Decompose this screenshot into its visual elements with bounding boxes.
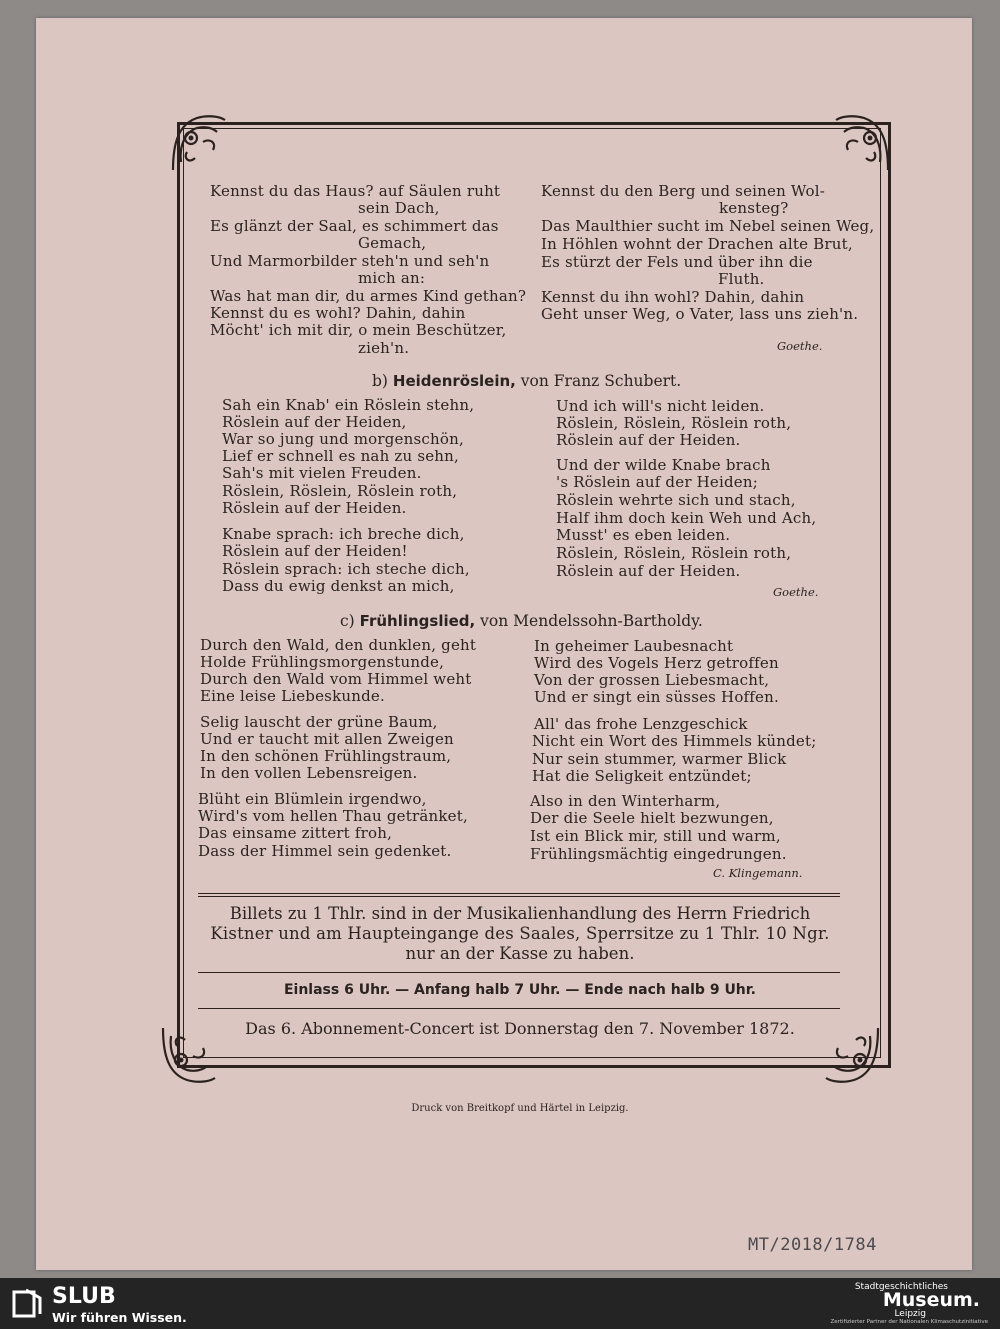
ticket-info-line: Kistner und am Haupteingange des Saales, Sperrsitze zu 1 Thlr. 10 Ngr. xyxy=(210,924,830,943)
poem-line: Röslein auf der Heiden. xyxy=(556,562,741,580)
poem-line: Geht unser Weg, o Vater, lass uns zieh'n. xyxy=(541,305,859,323)
divider xyxy=(198,972,840,973)
poem-line: Röslein auf der Heiden! xyxy=(222,542,408,560)
poem-line: zieh'n. xyxy=(358,339,410,357)
poem-line: Das Maulthier sucht im Nebel seinen Weg, xyxy=(541,217,875,235)
corner-ornament-icon xyxy=(167,112,229,174)
poem-line: Holde Frühlingsmorgenstunde, xyxy=(200,653,445,671)
ticket-info xyxy=(190,904,850,964)
song-title: Frühlingslied, xyxy=(359,612,476,630)
footer-bar xyxy=(0,1278,1000,1329)
poem-line: Ist ein Blick mir, still und warm, xyxy=(530,827,781,845)
poem-line: Dass du ewig denkst an mich, xyxy=(222,577,455,595)
poem-line: Dass der Himmel sein gedenket. xyxy=(198,842,452,860)
poem-line: Möcht' ich mit dir, o mein Beschützer, xyxy=(210,321,507,339)
section-label: b) xyxy=(372,372,388,390)
poem-author: Goethe. xyxy=(777,339,823,353)
poem-line: Frühlingsmächtig eingedrungen. xyxy=(530,845,787,863)
section-heading-b xyxy=(372,372,681,390)
section-label: c) xyxy=(340,612,355,630)
poem-line: Half ihm doch kein Weh und Ach, xyxy=(556,509,817,527)
poem-line: War so jung und morgenschön, xyxy=(222,430,464,448)
admission-times: Einlass 6 Uhr. — Anfang halb 7 Uhr. — Ende nach halb 9 Uhr. xyxy=(283,982,757,998)
poem-line: Röslein auf der Heiden, xyxy=(222,413,407,431)
song-title: Heidenröslein, xyxy=(392,372,516,390)
section-heading-c xyxy=(340,612,703,630)
corner-ornament-icon xyxy=(832,112,894,174)
poem-line: Fluth. xyxy=(718,270,765,288)
poem-line: Und er taucht mit allen Zweigen xyxy=(200,730,454,748)
poem-line: Röslein, Röslein, Röslein roth, xyxy=(556,414,792,432)
poem-line: Durch den Wald vom Himmel weht xyxy=(200,670,472,688)
poem-line: Und ich will's nicht leiden. xyxy=(556,397,765,415)
poem-line: Röslein wehrte sich und stach, xyxy=(556,491,796,509)
poem-line: Der die Seele hielt bezwungen, xyxy=(530,809,774,827)
poem-line: Röslein auf der Heiden. xyxy=(222,499,407,517)
poem-author: C. Klingemann. xyxy=(713,866,803,880)
slub-name: SLUB xyxy=(52,1284,116,1309)
poem-line: Gemach, xyxy=(358,234,427,252)
poem-line: Selig lauscht der grüne Baum, xyxy=(200,713,438,731)
divider xyxy=(198,1008,840,1009)
ticket-info-line: Billets zu 1 Thlr. sind in der Musikalienhandlung des Herrn Friedrich xyxy=(229,904,811,923)
poem-line: Röslein, Röslein, Röslein roth, xyxy=(222,482,458,500)
divider xyxy=(198,896,840,897)
poem-line: Röslein auf der Heiden. xyxy=(556,431,741,449)
poem-line: In den schönen Frühlingstraum, xyxy=(200,747,452,765)
poem-line: Musst' es eben leiden. xyxy=(556,526,731,544)
poem-line: Das einsame zittert froh, xyxy=(198,824,393,842)
poem-line: kensteg? xyxy=(719,199,789,217)
poem-line: Kennst du das Haus? auf Säulen ruht xyxy=(210,182,501,200)
poem-line: Durch den Wald, den dunklen, geht xyxy=(200,636,477,654)
poem-line: Und Marmorbilder steh'n und seh'n xyxy=(210,252,490,270)
divider xyxy=(198,893,840,894)
poem-line: Also in den Winterharm, xyxy=(530,792,721,810)
museum-note: Zertifizierter Partner der Nationalen Klimaschutzinitiative xyxy=(830,1319,988,1325)
poem-line: mich an: xyxy=(358,269,426,287)
slub-logo-icon xyxy=(12,1288,42,1318)
poem-line: In den vollen Lebensreigen. xyxy=(200,764,418,782)
poem-line: Sah ein Knab' ein Röslein stehn, xyxy=(222,396,475,414)
poem-line: Nur sein stummer, warmer Blick xyxy=(532,750,787,768)
poem-line: Röslein, Röslein, Röslein roth, xyxy=(556,544,792,562)
composer: von Franz Schubert. xyxy=(520,372,682,390)
poem-line: Wird's vom hellen Thau getränket, xyxy=(198,807,468,825)
poem-line: Blüht ein Blümlein irgendwo, xyxy=(198,790,427,808)
printer-imprint: Druck von Breitkopf und Härtel in Leipzig. xyxy=(411,1103,629,1114)
museum-prefix: Stadtgeschichtliches xyxy=(854,1282,948,1292)
poem-line: Nicht ein Wort des Himmels kündet; xyxy=(532,732,817,750)
slub-tagline: Wir führen Wissen. xyxy=(52,1310,187,1325)
museum-name: Museum. xyxy=(882,1289,980,1311)
poem-line: Es glänzt der Saal, es schimmert das xyxy=(210,217,499,235)
poem-line: Sah's mit vielen Freuden. xyxy=(222,464,422,482)
poem-line: Und er singt ein süsses Hoffen. xyxy=(534,688,779,706)
poem-line: Es stürzt der Fels und über ihn die xyxy=(541,253,813,271)
shelfmark: MT/2018/1784 xyxy=(748,1235,877,1255)
poem-line: Kennst du den Berg und seinen Wol- xyxy=(541,182,825,200)
poem-line: Röslein sprach: ich steche dich, xyxy=(222,560,470,578)
poem-line: Und der wilde Knabe brach xyxy=(556,456,771,474)
poem-line: Wird des Vogels Herz getroffen xyxy=(534,654,779,672)
poem-line: 's Röslein auf der Heiden; xyxy=(556,473,759,491)
poem-line: sein Dach, xyxy=(358,199,440,217)
poem-line: Von der grossen Liebesmacht, xyxy=(534,671,770,689)
poem-line: All' das frohe Lenzgeschick xyxy=(534,715,748,733)
poem-line: In Höhlen wohnt der Drachen alte Brut, xyxy=(541,235,853,253)
poem-line: Knabe sprach: ich breche dich, xyxy=(222,525,465,543)
poem-line: Hat die Seligkeit entzündet; xyxy=(532,767,752,785)
poem-line: Kennst du es wohl? Dahin, dahin xyxy=(210,304,466,322)
poem-line: Kennst du ihn wohl? Dahin, dahin xyxy=(541,288,805,306)
poem-author: Goethe. xyxy=(773,585,819,599)
composer: von Mendelssohn-Bartholdy. xyxy=(480,612,703,630)
poem-line: Eine leise Liebeskunde. xyxy=(200,687,385,705)
poem-line: Was hat man dir, du armes Kind gethan? xyxy=(210,287,527,305)
poem-line: In geheimer Laubesnacht xyxy=(534,637,734,655)
ticket-info-line: nur an der Kasse zu haben. xyxy=(405,944,635,963)
poem-line: Lief er schnell es nah zu sehn, xyxy=(222,447,460,465)
next-concert-notice: Das 6. Abonnement-Concert ist Donnerstag den 7. November 1872. xyxy=(245,1019,795,1038)
museum-city: Leipzig xyxy=(894,1309,926,1319)
